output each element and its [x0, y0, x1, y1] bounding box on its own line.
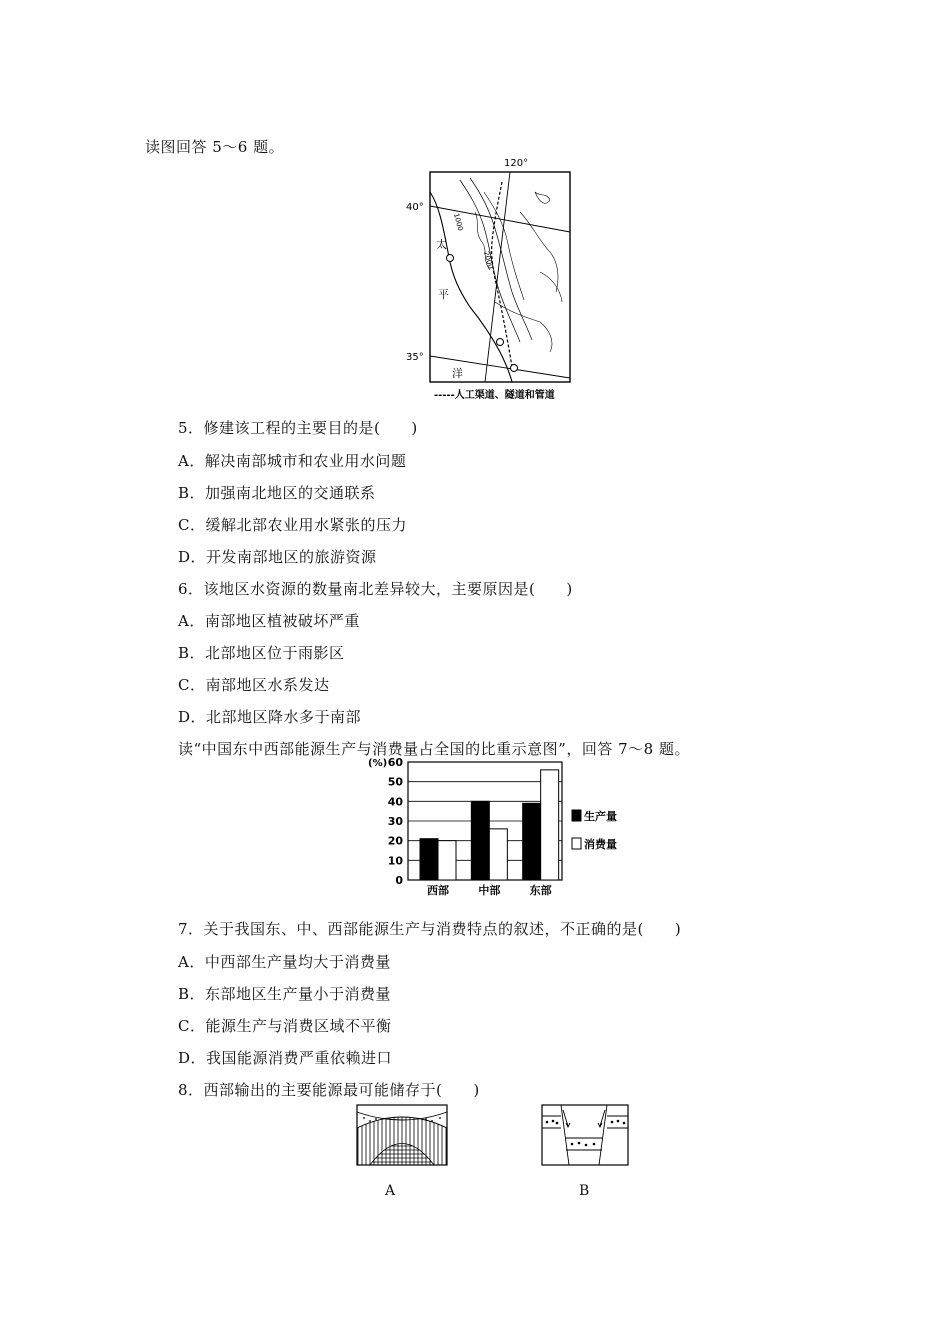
- y-tick-label: 20: [387, 834, 403, 848]
- y-tick-label: 60: [387, 756, 403, 769]
- bar-consumption: [489, 829, 507, 880]
- q7-option-c: C．能源生产与消费区域不平衡: [178, 1017, 392, 1035]
- lake-shape: [535, 192, 550, 203]
- q6-stem: 6．该地区水资源的数量南北差异较大，主要原因是( ): [178, 580, 573, 598]
- map-lon-label: 120°: [504, 158, 529, 169]
- q5-stem: 5．修建该工程的主要目的是( ): [178, 419, 418, 437]
- intro-text-2: 读“中国东中西部能源生产与消费量占全国的比重示意图”，回答 7～8 题。: [178, 740, 690, 758]
- city-marker: [497, 339, 504, 346]
- contour-line: [540, 272, 562, 302]
- map-figure: [400, 152, 590, 402]
- q6-option-a: A．南部地区植被破坏严重: [178, 612, 360, 630]
- q8-stem: 8．西部输出的主要能源最可能储存于( ): [178, 1081, 480, 1099]
- city-marker: [511, 365, 518, 372]
- q7-option-a: A．中西部生产量均大于消费量: [178, 953, 391, 971]
- y-axis-label: (%): [368, 758, 388, 769]
- contour-line: [484, 192, 524, 300]
- parallel-line-bottom: [430, 356, 570, 378]
- q5-option-c: C．缓解北部农业用水紧张的压力: [178, 516, 407, 534]
- coastline: [430, 192, 512, 382]
- q7-option-b: B．东部地区生产量小于消费量: [178, 985, 392, 1003]
- bar-consumption: [541, 770, 559, 880]
- q5-option-a: A．解决南部城市和农业用水问题: [178, 452, 407, 470]
- q6-option-b: B．北部地区位于雨影区: [178, 644, 345, 662]
- energy-bar-chart: [360, 754, 640, 900]
- map-ocean-char-1: 太: [436, 238, 447, 251]
- legend-swatch: [572, 838, 581, 849]
- map-legend: -----人工渠道、隧道和管道: [434, 390, 555, 401]
- map-frame: [430, 172, 570, 382]
- y-tick-label: 40: [387, 795, 403, 809]
- q6-option-d: D．北部地区降水多于南部: [178, 708, 362, 726]
- q6-option-c: C．南部地区水系发达: [178, 676, 330, 694]
- figure-b-label: B: [579, 1183, 590, 1199]
- y-tick-label: 0: [395, 874, 403, 887]
- legend-swatch: [572, 810, 581, 821]
- y-tick-label: 30: [387, 815, 403, 828]
- bar-production: [523, 803, 541, 880]
- intro-text-1: 读图回答 5～6 题。: [145, 138, 285, 156]
- q5-option-d: D．开发南部地区的旅游资源: [178, 548, 377, 566]
- x-category-label: 东部: [529, 884, 552, 897]
- bar-production: [471, 801, 489, 880]
- figure-b-basin: [541, 1104, 629, 1166]
- x-category-label: 西部: [427, 884, 449, 897]
- contour-label-b: 2000: [482, 250, 495, 270]
- legend-label: 消费量: [584, 838, 617, 851]
- map-ocean-char-3: 洋: [452, 367, 463, 380]
- figure-a-label: A: [385, 1183, 396, 1199]
- y-tick-label: 10: [387, 854, 403, 868]
- contour-line: [495, 302, 552, 352]
- contour-label-a: 1000: [452, 212, 465, 232]
- q5-option-b: B．加强南北地区的交通联系: [178, 484, 376, 502]
- y-tick-label: 50: [387, 775, 403, 789]
- city-marker: [447, 255, 454, 262]
- figure-a-anticline: [356, 1104, 448, 1166]
- q7-option-d: D．我国能源消费严重依赖进口: [178, 1049, 393, 1067]
- bar-production: [420, 839, 438, 880]
- q7-stem: 7．关于我国东、中、西部能源生产与消费特点的叙述，不正确的是( ): [178, 920, 682, 938]
- legend-label: 生产量: [584, 810, 617, 823]
- map-lat-top: 40°: [406, 202, 424, 213]
- map-lat-bottom: 35°: [406, 352, 424, 363]
- x-category-label: 中部: [478, 884, 501, 897]
- map-ocean-char-2: 平: [438, 288, 449, 301]
- bar-consumption: [438, 841, 456, 880]
